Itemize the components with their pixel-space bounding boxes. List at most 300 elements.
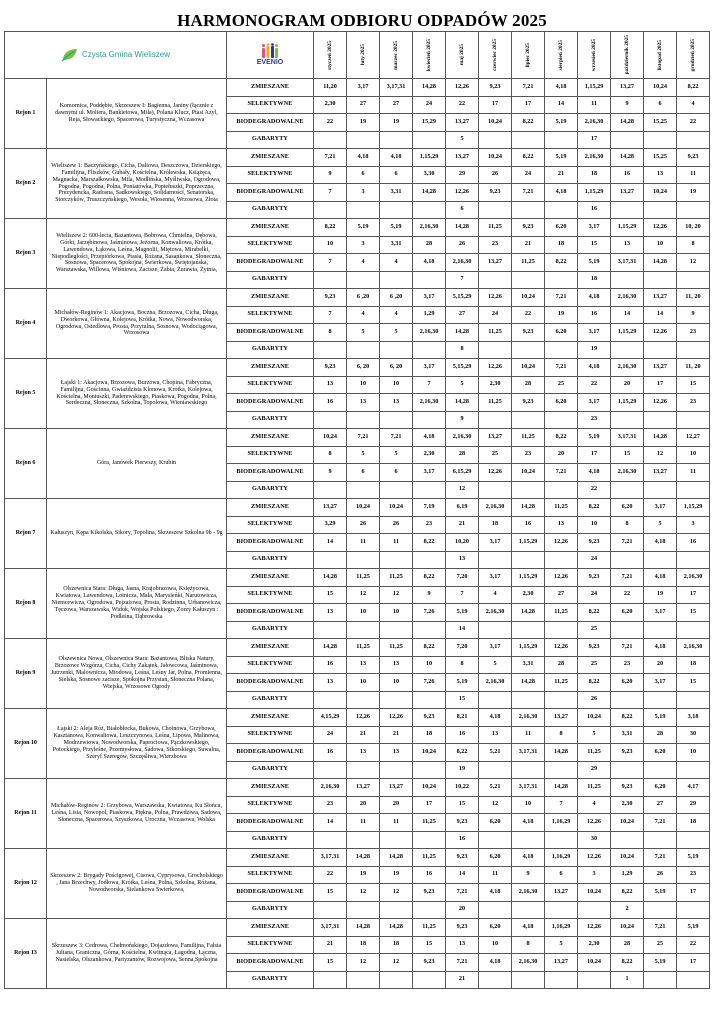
pickup-days — [413, 621, 446, 639]
pickup-days: 12,26 — [380, 709, 413, 727]
pickup-days: 1,16,29 — [545, 919, 578, 937]
pickup-days: 19 — [347, 114, 380, 132]
month-label: czerwiec 2025 — [491, 39, 498, 71]
waste-type-label: ZMIESZANE — [227, 499, 314, 517]
pickup-days: 12 — [380, 884, 413, 902]
pickup-days: 26 — [347, 516, 380, 534]
pickup-days — [512, 831, 545, 849]
pickup-days: 4,18 — [578, 359, 611, 377]
pickup-days: 16 — [314, 394, 347, 412]
pickup-days: 12,26 — [578, 814, 611, 832]
pickup-days: 3,17 — [578, 394, 611, 412]
month-header — [611, 32, 644, 79]
pickup-days: 7 — [446, 586, 479, 604]
pickup-days: 3,17,31 — [314, 849, 347, 867]
waste-type-label: BIODEGRADOWALNE — [227, 744, 314, 762]
pickup-days: 17 — [578, 131, 611, 149]
pickup-days: 12 — [479, 796, 512, 814]
pickup-days: 3,17 — [644, 604, 677, 622]
pickup-days: 23 — [413, 516, 446, 534]
pickup-days: 3,17,31 — [611, 254, 644, 272]
pickup-days: 10,20 — [446, 534, 479, 552]
pickup-days: 6,20 — [644, 779, 677, 797]
waste-type-label: GABARYTY — [227, 621, 314, 639]
pickup-days: 6,20 — [479, 849, 512, 867]
pickup-days — [380, 131, 413, 149]
pickup-days: 13,27 — [347, 779, 380, 797]
pickup-days: 23 — [611, 656, 644, 674]
pickup-days: 4 — [479, 586, 512, 604]
pickup-days: 2,16,30 — [479, 674, 512, 692]
pickup-days: 11,25 — [545, 604, 578, 622]
pickup-days: 7,21 — [314, 149, 347, 167]
pickup-days — [611, 621, 644, 639]
pickup-days — [512, 551, 545, 569]
pickup-days — [644, 901, 677, 919]
pickup-days: 4,18 — [644, 639, 677, 657]
pickup-days: 14,28 — [347, 919, 380, 937]
pickup-days — [512, 411, 545, 429]
pickup-days: 7 — [446, 271, 479, 289]
pickup-days: 6 — [380, 464, 413, 482]
pickup-days — [644, 691, 677, 709]
month-header — [446, 32, 479, 79]
pickup-days: 16 — [314, 744, 347, 762]
pickup-days: 26 — [479, 166, 512, 184]
region-streets: Góra, Janówek Pierwszy, Krubin — [47, 429, 227, 499]
pickup-days: 16 — [512, 516, 545, 534]
pickup-days: 4,18 — [512, 814, 545, 832]
region-streets: Olszewnica Stara: Długa, Jasna, Krajobrazowa, Księżycowa, Kwiatowa, Lawendowa, Lotnicza, Mała, Marysieńki, Narutowicza, Niemcewicza, Ogrodowa, Pejzażowa, Prosta, Rodzinna, Urbanowicza, Tęczowa, Warszawska, Widok, Wojska Polskiego, Zorzy Kałuszyn : Podleśna, Dąbrowska — [47, 569, 227, 639]
pickup-days: 19 — [347, 866, 380, 884]
pickup-days: 7,21 — [446, 884, 479, 902]
schedule-row — [5, 219, 710, 237]
region-name: Rejon 12 — [5, 849, 47, 919]
pickup-days: 10 — [512, 796, 545, 814]
month-label: styczeń 2025 — [326, 40, 333, 70]
pickup-days — [611, 761, 644, 779]
pickup-days: 27 — [380, 96, 413, 114]
pickup-days: 2,16,30 — [578, 149, 611, 167]
pickup-days: 10 — [380, 376, 413, 394]
pickup-days: 12,26 — [479, 289, 512, 307]
pickup-days: 3,17 — [578, 324, 611, 342]
waste-type-label: GABARYTY — [227, 341, 314, 359]
pickup-days: 5 — [644, 516, 677, 534]
pickup-days: 14,28 — [611, 114, 644, 132]
pickup-days: 14,28 — [611, 149, 644, 167]
waste-type-label: SELEKTYWNE — [227, 376, 314, 394]
pickup-days — [479, 621, 512, 639]
pickup-days: 10 — [413, 656, 446, 674]
month-label: październik 2025 — [623, 35, 630, 75]
waste-type-label: BIODEGRADOWALNE — [227, 464, 314, 482]
pickup-days: 17 — [479, 96, 512, 114]
pickup-days: 7,26 — [413, 674, 446, 692]
pickup-days: 7,21 — [644, 919, 677, 937]
pickup-days — [380, 691, 413, 709]
pickup-days — [512, 271, 545, 289]
pickup-days: 12 — [644, 446, 677, 464]
pickup-days: 18 — [578, 271, 611, 289]
schedule-row — [5, 919, 710, 937]
pickup-days: 12,26 — [578, 919, 611, 937]
month-label: marzec 2025 — [392, 40, 399, 70]
pickup-days: 9,23 — [446, 814, 479, 832]
pickup-days: 9,23 — [446, 919, 479, 937]
pickup-days: 4 — [347, 306, 380, 324]
waste-type-label: GABARYTY — [227, 201, 314, 219]
pickup-days: 3,17 — [479, 639, 512, 657]
waste-type-label: BIODEGRADOWALNE — [227, 114, 314, 132]
waste-type-label: ZMIESZANE — [227, 429, 314, 447]
schedule-row — [5, 709, 710, 727]
pickup-days — [347, 271, 380, 289]
pickup-days — [611, 691, 644, 709]
pickup-days: 6,20 — [644, 744, 677, 762]
waste-type-label: ZMIESZANE — [227, 569, 314, 587]
pickup-days: 11,25 — [512, 254, 545, 272]
pickup-days: 10,22 — [446, 779, 479, 797]
pickup-days: 11 — [479, 866, 512, 884]
pickup-days — [347, 691, 380, 709]
pickup-days: 18 — [479, 516, 512, 534]
pickup-days: 2 — [611, 901, 644, 919]
pickup-days — [314, 411, 347, 429]
pickup-days: 6,20 — [545, 219, 578, 237]
waste-type-label: ZMIESZANE — [227, 79, 314, 97]
pickup-days — [413, 971, 446, 989]
pickup-days: 11,25 — [380, 569, 413, 587]
pickup-days: 15 — [314, 884, 347, 902]
pickup-days: 9 — [512, 866, 545, 884]
pickup-days: 13 — [611, 236, 644, 254]
pickup-days: 10,24 — [611, 814, 644, 832]
pickup-days: 9,23 — [512, 219, 545, 237]
pickup-days: 5,15,29 — [446, 359, 479, 377]
pickup-days: 3,17 — [413, 464, 446, 482]
pickup-days: 14 — [314, 534, 347, 552]
pickup-days — [314, 691, 347, 709]
pickup-days: 5 — [479, 656, 512, 674]
pickup-days: 11 — [578, 96, 611, 114]
pickup-days: 10,24 — [644, 79, 677, 97]
pickup-days: 7,20 — [446, 569, 479, 587]
pickup-days: 2,16,30 — [611, 464, 644, 482]
pickup-days: 13 — [446, 551, 479, 569]
pickup-days — [347, 901, 380, 919]
pickup-days: 6 — [644, 96, 677, 114]
pickup-days: 10,24 — [413, 744, 446, 762]
pickup-days: 14,28 — [545, 779, 578, 797]
region-streets: Michałów-Reginów 2: Grzybowa, Warszawska, Kwiatowa, Ku Słońcu, Leśna, Lisia, Nowopol, Piaskowa, Piękna, Polna, Prawdziwa, Sadowa, Słoneczna, Spacerowa, Szyszkowa, Uroczna, Wczasowa, Wolska — [47, 779, 227, 849]
pickup-days: 11,25 — [347, 569, 380, 587]
pickup-days: 14,28 — [380, 919, 413, 937]
pickup-days: 1,15,29 — [512, 534, 545, 552]
pickup-days — [479, 691, 512, 709]
pickup-days: 10 — [380, 674, 413, 692]
pickup-days: 6 ,20 — [380, 289, 413, 307]
pickup-days: 21 — [380, 726, 413, 744]
pickup-days: 11, 20 — [677, 289, 710, 307]
pickup-days: 3,31 — [380, 236, 413, 254]
pickup-days: 9 — [314, 166, 347, 184]
pickup-days: 4,18 — [644, 534, 677, 552]
pickup-days: 6,20 — [545, 324, 578, 342]
pickup-days: 15,29 — [413, 114, 446, 132]
pickup-days: 2,16,30 — [512, 709, 545, 727]
pickup-days: 12 — [347, 586, 380, 604]
pickup-days — [611, 831, 644, 849]
pickup-days — [644, 131, 677, 149]
pickup-days — [413, 551, 446, 569]
pickup-days: 2,16,30 — [578, 114, 611, 132]
pickup-days — [314, 761, 347, 779]
pickup-days: 15 — [446, 796, 479, 814]
pickup-days: 8,22 — [677, 79, 710, 97]
pickup-days: 18 — [677, 656, 710, 674]
pickup-days: 1,29 — [611, 866, 644, 884]
pickup-days: 22 — [314, 866, 347, 884]
pickup-days: 20 — [380, 796, 413, 814]
pickup-days — [413, 201, 446, 219]
pickup-days — [644, 271, 677, 289]
pickup-days: 3,17 — [479, 534, 512, 552]
pickup-days — [512, 971, 545, 989]
pickup-days: 8,22 — [413, 639, 446, 657]
pickup-days: 13 — [314, 674, 347, 692]
pickup-days: 25 — [578, 621, 611, 639]
pickup-days: 10,24 — [380, 499, 413, 517]
waste-type-label: SELEKTYWNE — [227, 516, 314, 534]
pickup-days: 30 — [578, 831, 611, 849]
pickup-days: 1,15,29 — [578, 184, 611, 202]
pickup-days: 3,17 — [347, 79, 380, 97]
pickup-days: 15 — [677, 674, 710, 692]
pickup-days — [347, 131, 380, 149]
pickup-days — [545, 341, 578, 359]
pickup-days: 7,20 — [446, 639, 479, 657]
pickup-days: 8,22 — [545, 254, 578, 272]
waste-type-label: BIODEGRADOWALNE — [227, 674, 314, 692]
pickup-days: 11,25 — [413, 814, 446, 832]
pickup-days: 3 — [578, 866, 611, 884]
pickup-days: 16 — [578, 201, 611, 219]
pickup-days — [644, 831, 677, 849]
pickup-days — [677, 271, 710, 289]
pickup-days: 4,18 — [545, 79, 578, 97]
pickup-days: 24 — [479, 306, 512, 324]
pickup-days: 25 — [545, 376, 578, 394]
pickup-days — [545, 761, 578, 779]
pickup-days: 2,30 — [611, 796, 644, 814]
pickup-days: 13,27 — [479, 429, 512, 447]
pickup-days: 2,30 — [479, 376, 512, 394]
leaf-logo-icon — [61, 48, 79, 62]
pickup-days: 4,18 — [644, 569, 677, 587]
pickup-days: 11,25 — [413, 919, 446, 937]
pickup-days: 12 — [347, 884, 380, 902]
pickup-days — [314, 271, 347, 289]
pickup-days — [479, 341, 512, 359]
pickup-days — [314, 971, 347, 989]
pickup-days: 9,23 — [314, 359, 347, 377]
pickup-days: 6,20 — [545, 394, 578, 412]
pickup-days — [479, 831, 512, 849]
pickup-days: 23 — [314, 796, 347, 814]
pickup-days — [314, 341, 347, 359]
month-header — [512, 32, 545, 79]
pickup-days: 19 — [644, 586, 677, 604]
pickup-days: 5,19 — [347, 219, 380, 237]
pickup-days: 24 — [314, 726, 347, 744]
pickup-days: 11,25 — [347, 639, 380, 657]
pickup-days: 10,24 — [512, 289, 545, 307]
pickup-days — [314, 551, 347, 569]
pickup-days — [314, 901, 347, 919]
pickup-days: 12,26 — [545, 534, 578, 552]
pickup-days: 8,22 — [611, 884, 644, 902]
pickup-days: 17 — [677, 586, 710, 604]
waste-type-label: ZMIESZANE — [227, 849, 314, 867]
region-streets: Olszewnica Nowa, Olszewnica Stara: Bażantowa, Bliska Natury, Brzozowe Wzgórza, Cicha, Cichy Zakątek, Jałowcowa, Jaśminowa, Jutrzenki, Malownicza, Miodowa, Leśna, Leśny Jar, Polna, Promienna, Sielska, Sosnowe zacisze, Spokojna Przystań, Słoneczna Polana, Wiejska, Wrzosowe Ogrody — [47, 639, 227, 709]
pickup-days: 16 — [611, 166, 644, 184]
pickup-days: 18 — [347, 936, 380, 954]
waste-type-label: GABARYTY — [227, 411, 314, 429]
pickup-days: 13 — [644, 166, 677, 184]
pickup-days: 29 — [677, 796, 710, 814]
pickup-days: 5 — [446, 131, 479, 149]
pickup-days — [479, 411, 512, 429]
pickup-days: 9,23 — [512, 324, 545, 342]
pickup-days: 13,27 — [446, 114, 479, 132]
region-streets: Wieliszew 1: Baczyńskiego, Cicha, Daliowa, Deszczowa, Dzierskiego, Familijna, Fliszków, Gubały, Kościelna, Królewska, Książęca, Magnacka, Marszałkowska, Mila, Modlińska, Myśliwska, Ogrodowa, Pogodna, Pogodna, Polna, Poniatówka, Popiełuszki, Poprzeczna, Prezydencka, Radosna, Sadkowskiego, Solidarności, Senatorska, Storczyków, Truszczyńskiego, Wesoła, Wiosenna, Wrzosowa, Złota — [47, 149, 227, 219]
pickup-days — [314, 481, 347, 499]
pickup-days: 10 — [677, 744, 710, 762]
pickup-days: 3,17,31 — [512, 779, 545, 797]
pickup-days: 4,18 — [479, 709, 512, 727]
pickup-days: 16 — [578, 306, 611, 324]
pickup-days: 5,19 — [446, 674, 479, 692]
pickup-days: 7,21 — [512, 184, 545, 202]
pickup-days: 2,16,30 — [512, 884, 545, 902]
schedule-row — [5, 499, 710, 517]
pickup-days: 11,25 — [479, 324, 512, 342]
pickup-days: 1,15,29 — [578, 79, 611, 97]
pickup-days — [413, 341, 446, 359]
pickup-days: 3,17,31 — [380, 79, 413, 97]
pickup-days: 14,28 — [380, 849, 413, 867]
month-header — [677, 32, 710, 79]
pickup-days — [611, 131, 644, 149]
pickup-days — [611, 481, 644, 499]
waste-type-label: BIODEGRADOWALNE — [227, 254, 314, 272]
pickup-days — [512, 131, 545, 149]
pickup-days — [644, 621, 677, 639]
pickup-days — [413, 271, 446, 289]
pickup-days: 4,18 — [545, 184, 578, 202]
pickup-days: 27 — [644, 796, 677, 814]
pickup-days: 12,26 — [644, 219, 677, 237]
pickup-days: 8,22 — [413, 534, 446, 552]
pickup-days: 16 — [446, 831, 479, 849]
pickup-days: 11,25 — [479, 394, 512, 412]
waste-type-label: GABARYTY — [227, 971, 314, 989]
pickup-days: 7,21 — [512, 79, 545, 97]
pickup-days: 8,22 — [611, 954, 644, 972]
pickup-days: 5,19 — [578, 429, 611, 447]
pickup-days: 26 — [380, 516, 413, 534]
pickup-days: 7,19 — [413, 499, 446, 517]
pickup-days: 13 — [380, 656, 413, 674]
waste-type-label: ZMIESZANE — [227, 289, 314, 307]
pickup-days: 2,30 — [512, 586, 545, 604]
pickup-days — [347, 341, 380, 359]
waste-type-label: BIODEGRADOWALNE — [227, 184, 314, 202]
pickup-days: 12,26 — [479, 464, 512, 482]
pickup-days: 16 — [677, 534, 710, 552]
schedule-row — [5, 149, 710, 167]
pickup-days: 9,23 — [314, 289, 347, 307]
pickup-days: 6,20 — [611, 604, 644, 622]
evenio-figures-icon — [261, 43, 279, 59]
pickup-days: 7,21 — [611, 534, 644, 552]
pickup-days: 1,29 — [413, 306, 446, 324]
pickup-days — [347, 621, 380, 639]
pickup-days: 20 — [545, 446, 578, 464]
month-header — [545, 32, 578, 79]
pickup-days: 14,28 — [512, 499, 545, 517]
pickup-days: 8,22 — [413, 569, 446, 587]
pickup-days: 1,15,29 — [413, 149, 446, 167]
region-streets: Komornica, Poddębie, Skrzeszew I: Bagienna, Janiny (łącznie z dawnymi ul. Moliera, Bankietowa, Miła), Polana Klucz, Ptasi Azyl, Reja, Słowackiego, Spacerowa, Turystyczna, Wczasowa — [47, 79, 227, 149]
pickup-days: 1,15,29 — [677, 499, 710, 517]
pickup-days: 22 — [677, 114, 710, 132]
pickup-days — [512, 481, 545, 499]
pickup-days: 22 — [446, 96, 479, 114]
pickup-days: 28 — [446, 446, 479, 464]
pickup-days: 10,24 — [512, 464, 545, 482]
pickup-days: 10,24 — [512, 359, 545, 377]
pickup-days: 24 — [413, 96, 446, 114]
pickup-days: 11,25 — [545, 499, 578, 517]
pickup-days — [677, 551, 710, 569]
pickup-days: 17 — [578, 446, 611, 464]
pickup-days — [314, 831, 347, 849]
pickup-days: 2,16,30 — [413, 394, 446, 412]
pickup-days: 14,28 — [446, 324, 479, 342]
waste-type-label: ZMIESZANE — [227, 149, 314, 167]
pickup-days: 16 — [446, 726, 479, 744]
pickup-days — [314, 201, 347, 219]
pickup-days: 6,19 — [446, 499, 479, 517]
pickup-days: 4,18 — [479, 884, 512, 902]
pickup-days: 19 — [545, 306, 578, 324]
pickup-days: 14,28 — [413, 184, 446, 202]
pickup-days: 17 — [413, 796, 446, 814]
pickup-days: 14 — [545, 96, 578, 114]
pickup-days: 23 — [578, 411, 611, 429]
region-name: Rejon 8 — [5, 569, 47, 639]
pickup-days — [644, 411, 677, 429]
pickup-days: 13,27 — [314, 499, 347, 517]
waste-type-label: GABARYTY — [227, 131, 314, 149]
pickup-days: 13 — [545, 516, 578, 534]
pickup-days: 8 — [677, 236, 710, 254]
pickup-days: 18 — [413, 726, 446, 744]
pickup-days: 10,24 — [578, 884, 611, 902]
pickup-days: 12,26 — [347, 709, 380, 727]
